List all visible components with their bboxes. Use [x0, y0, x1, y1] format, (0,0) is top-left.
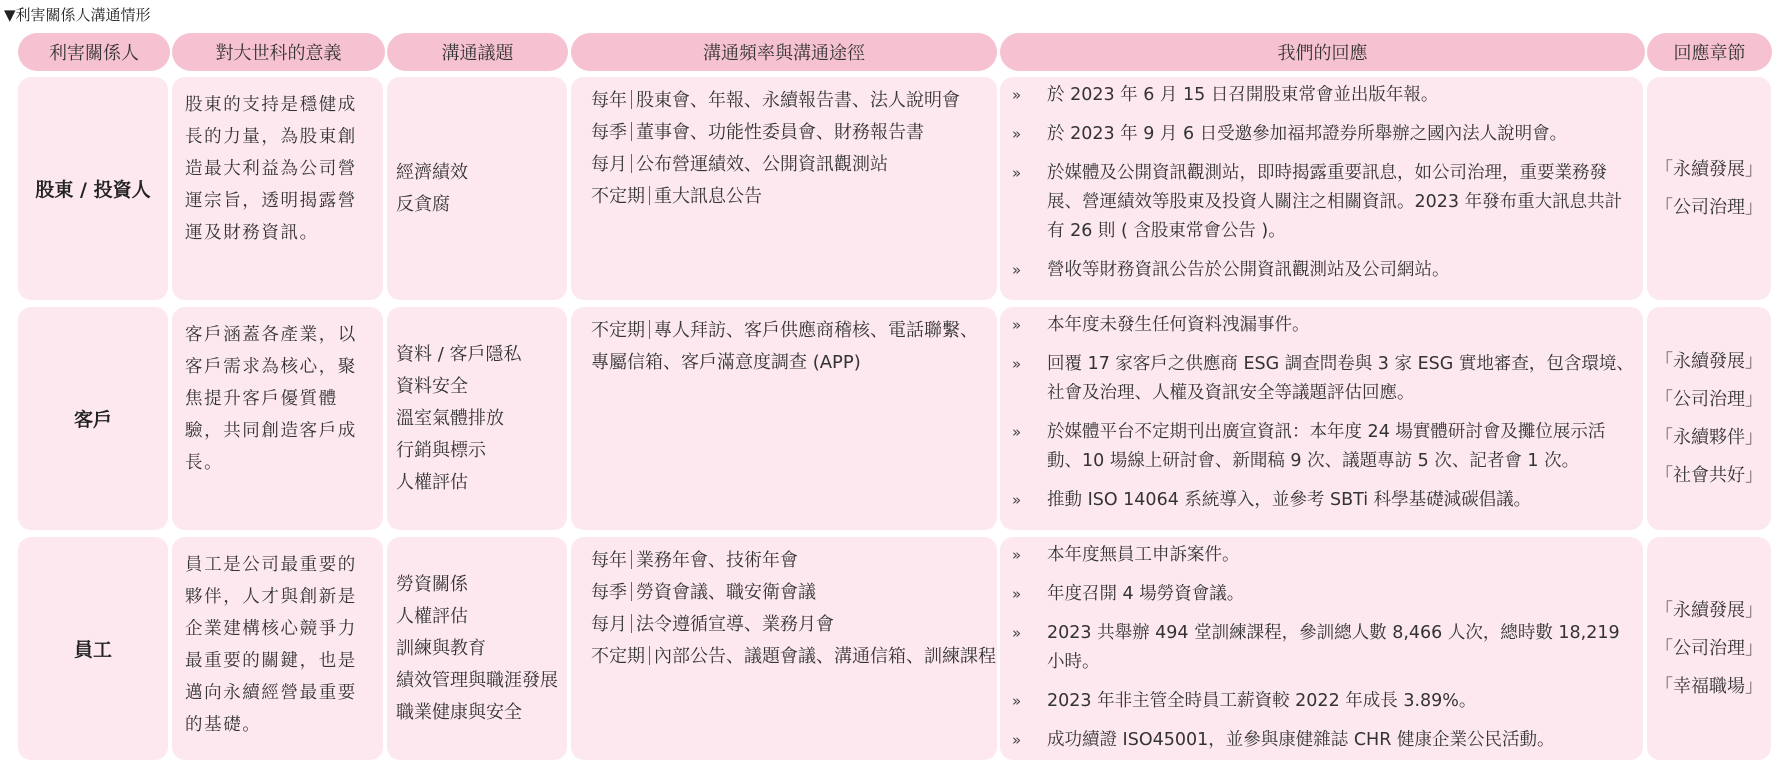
bullet-icon: » — [1012, 585, 1022, 603]
header-significance: 對大世科的意義 — [172, 33, 385, 71]
separator — [649, 186, 650, 205]
bullet-icon: » — [1012, 86, 1022, 104]
channel-line — [591, 149, 991, 181]
channel-line — [591, 181, 991, 213]
frequency-label: 不定期 — [591, 646, 645, 667]
response-text: 年度召開 4 場勞資會議。 — [1047, 584, 1245, 604]
channel-line — [591, 315, 991, 379]
significance-cell: 客戶涵蓋各產業，以客戶需求為核心，聚焦提升客戶優質體驗，共同創造客戶成長。 — [172, 307, 383, 530]
channel-text: 業務年會、技術年會 — [636, 550, 798, 571]
response-cell — [1000, 537, 1643, 760]
chapter-item: 「永續發展」 — [1655, 599, 1763, 621]
topic-item: 職業健康與安全 — [396, 701, 522, 723]
topic-item: 績效管理與職涯發展 — [396, 669, 558, 691]
topic-item: 經濟績效 — [396, 161, 468, 183]
chapter-item: 「永續夥伴」 — [1655, 426, 1763, 448]
response-text: 營收等財務資訊公告於公開資訊觀測站及公司網站。 — [1047, 260, 1450, 280]
bullet-icon: » — [1012, 125, 1022, 143]
section-title: ▼利害關係人溝通情形 — [4, 6, 151, 24]
chapter-item: 「幸福職場」 — [1655, 675, 1763, 697]
frequency-label: 每月 — [591, 614, 627, 635]
separator — [631, 90, 632, 109]
channel-line — [591, 577, 991, 609]
response-item — [1012, 418, 1639, 476]
response-item — [1012, 350, 1639, 408]
chapter-cell — [1647, 537, 1771, 760]
channel-text: 法令遵循宣導、業務月會 — [636, 614, 834, 635]
chapter-cell — [1647, 77, 1771, 300]
frequency-label: 每年 — [591, 90, 627, 111]
frequency-label: 每季 — [591, 582, 627, 603]
response-text: 於 2023 年 9 月 6 日受邀參加福邦證券所舉辦之國內法人說明會。 — [1047, 124, 1568, 144]
response-item — [1012, 159, 1639, 246]
bullet-icon: » — [1012, 731, 1022, 749]
channels-cell — [571, 77, 997, 300]
frequency-label: 不定期 — [591, 320, 645, 341]
channel-line — [591, 609, 991, 641]
separator — [649, 320, 650, 339]
chapter-item: 「公司治理」 — [1655, 196, 1763, 218]
channel-text: 董事會、功能性委員會、財務報告書 — [636, 122, 924, 143]
response-item — [1012, 580, 1639, 609]
channel-text: 專人拜訪、客戶供應商稽核、電話聯繫、專屬信箱、客戶滿意度調查 (APP) — [591, 320, 978, 373]
response-text: 推動 ISO 14064 系統導入，並參考 SBTi 科學基礎減碳倡議。 — [1047, 490, 1532, 510]
channel-line — [591, 85, 991, 117]
channel-text: 內部公告、議題會議、溝通信箱、訓練課程 — [654, 646, 996, 667]
header-chapter: 回應章節 — [1647, 33, 1772, 71]
channel-text: 股東會、年報、永續報告書、法人說明會 — [636, 90, 960, 111]
topic-item: 行銷與標示 — [396, 439, 486, 461]
response-item — [1012, 81, 1639, 110]
topic-item: 反貪腐 — [396, 193, 450, 215]
chapter-item: 「公司治理」 — [1655, 388, 1763, 410]
bullet-icon: » — [1012, 316, 1022, 334]
response-text: 成功續證 ISO45001，並參與康健雜誌 CHR 健康企業公民活動。 — [1047, 730, 1555, 750]
separator — [631, 550, 632, 569]
frequency-label: 每年 — [591, 550, 627, 571]
bullet-icon: » — [1012, 491, 1022, 509]
response-cell — [1000, 77, 1643, 300]
separator — [631, 582, 632, 601]
topic-item: 溫室氣體排放 — [396, 407, 504, 429]
topic-item: 人權評估 — [396, 471, 468, 493]
header-channels: 溝通頻率與溝通途徑 — [571, 33, 997, 71]
response-text: 本年度未發生任何資料洩漏事件。 — [1047, 315, 1310, 335]
response-item — [1012, 619, 1639, 677]
chapter-item: 「社會共好」 — [1655, 464, 1763, 486]
bullet-icon: » — [1012, 164, 1022, 182]
stakeholder-cell: 股東 / 投資人 — [18, 77, 168, 300]
header-topics: 溝通議題 — [387, 33, 568, 71]
topic-item: 勞資關係 — [396, 573, 468, 595]
chapter-cell — [1647, 307, 1771, 530]
channel-text: 勞資會議、職安衛會議 — [636, 582, 816, 603]
response-item — [1012, 120, 1639, 149]
response-item — [1012, 311, 1639, 340]
header-stakeholder: 利害關係人 — [18, 33, 170, 71]
frequency-label: 不定期 — [591, 186, 645, 207]
response-item — [1012, 256, 1639, 285]
separator — [631, 614, 632, 633]
bullet-icon: » — [1012, 355, 1022, 373]
stakeholder-cell: 員工 — [18, 537, 168, 760]
response-text: 回覆 17 家客戶之供應商 ESG 調查問卷與 3 家 ESG 實地審查，包含環境、社會及治理、人權及資訊安全等議題評估回應。 — [1047, 354, 1634, 403]
channels-cell — [571, 537, 997, 760]
channels-cell — [571, 307, 997, 530]
significance-cell: 股東的支持是穩健成長的力量，為股東創造最大利益為公司營運宗旨，透明揭露營運及財務資訊。 — [172, 77, 383, 300]
frequency-label: 每月 — [591, 154, 627, 175]
response-text: 於 2023 年 6 月 15 日召開股東常會並出版年報。 — [1047, 85, 1439, 105]
topic-item: 訓練與教育 — [396, 637, 486, 659]
response-item — [1012, 541, 1639, 570]
topics-cell — [387, 307, 567, 530]
response-item — [1012, 726, 1639, 755]
response-text: 2023 年非主管全時員工薪資較 2022 年成長 3.89%。 — [1047, 691, 1477, 711]
topic-item: 人權評估 — [396, 605, 468, 627]
bullet-icon: » — [1012, 261, 1022, 279]
topics-cell — [387, 77, 567, 300]
chapter-item: 「永續發展」 — [1655, 158, 1763, 180]
topic-item: 資料安全 — [396, 375, 468, 397]
response-item — [1012, 486, 1639, 515]
response-cell — [1000, 307, 1643, 530]
response-text: 2023 共舉辦 494 堂訓練課程，參訓總人數 8,466 人次，總時數 18,219 小時。 — [1047, 623, 1620, 672]
chapter-item: 「公司治理」 — [1655, 637, 1763, 659]
response-item — [1012, 687, 1639, 716]
header-response: 我們的回應 — [1000, 33, 1645, 71]
response-text: 於媒體及公開資訊觀測站，即時揭露重要訊息，如公司治理，重要業務發展、營運績效等股東及投資人關注之相關資訊。2023 年發布重大訊息共計有 26 則 ( 含股東常會公告 )。 — [1047, 163, 1623, 241]
channel-line — [591, 641, 996, 673]
response-text: 於媒體平台不定期刊出廣宣資訊：本年度 24 場實體研討會及攤位展示活動、10 場線上研討會、新聞稿 9 次、議題專訪 5 次、記者會 1 次。 — [1047, 422, 1606, 471]
significance-cell: 員工是公司最重要的夥伴，人才與創新是企業建構核心競爭力最重要的關鍵，也是邁向永續經營最重要的基礎。 — [172, 537, 383, 760]
bullet-icon: » — [1012, 692, 1022, 710]
stakeholder-cell: 客戶 — [18, 307, 168, 530]
bullet-icon: » — [1012, 423, 1022, 441]
channel-line — [591, 117, 991, 149]
bullet-icon: » — [1012, 546, 1022, 564]
topic-item: 資料 / 客戶隱私 — [396, 343, 522, 365]
channel-line — [591, 545, 991, 577]
channel-text: 公布營運績效、公開資訊觀測站 — [636, 154, 888, 175]
bullet-icon: » — [1012, 624, 1022, 642]
frequency-label: 每季 — [591, 122, 627, 143]
separator — [631, 122, 632, 141]
separator — [631, 154, 632, 173]
response-text: 本年度無員工申訴案件。 — [1047, 545, 1240, 565]
separator — [649, 646, 650, 665]
topics-cell — [387, 537, 567, 760]
chapter-item: 「永續發展」 — [1655, 350, 1763, 372]
channel-text: 重大訊息公告 — [654, 186, 762, 207]
